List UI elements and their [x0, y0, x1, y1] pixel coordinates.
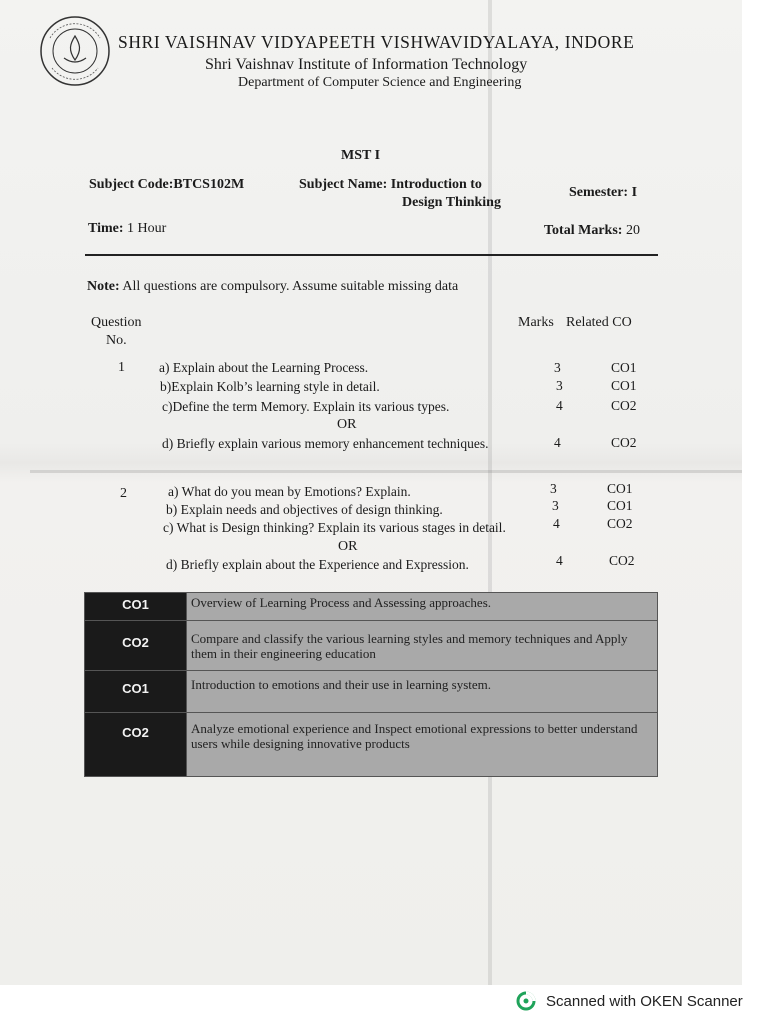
- co-code: CO1: [85, 593, 187, 621]
- subject-name-value-2: Design Thinking: [402, 195, 501, 210]
- time-label: Time:: [88, 221, 124, 236]
- question-co: CO1: [611, 378, 637, 393]
- question-part: d) Briefly explain about the Experience and Expression.: [166, 557, 469, 572]
- co-code: CO2: [85, 713, 187, 777]
- column-question-no: Question: [91, 315, 142, 330]
- question-part: c)Define the term Memory. Explain its various types.: [162, 399, 450, 414]
- question-part: c) What is Design thinking? Explain its various stages in detail.: [163, 520, 506, 535]
- question-co: CO2: [609, 553, 635, 568]
- institute-name: Shri Vaishnav Institute of Information Technology: [205, 56, 528, 73]
- co-description: Introduction to emotions and their use in learning system.: [187, 671, 658, 713]
- table-row: [85, 593, 658, 621]
- time: [88, 221, 166, 237]
- question-part: a) What do you mean by Emotions? Explain.: [168, 484, 411, 499]
- co-description: Analyze emotional experience and Inspect emotional expressions to better understand users while designing innovative products: [187, 713, 658, 777]
- course-outcomes-table: [84, 592, 658, 777]
- semester-label: Semester:: [569, 185, 629, 200]
- question-co: CO1: [607, 498, 633, 513]
- question-marks: 4: [556, 398, 563, 413]
- oken-scanner-logo-icon: [516, 991, 536, 1011]
- column-related-co: Related CO: [566, 315, 632, 330]
- table-row: [85, 621, 658, 671]
- paper-fold-horizontal: [30, 470, 742, 473]
- department-name: Department of Computer Science and Engineering: [238, 75, 522, 90]
- column-marks: Marks: [518, 315, 554, 330]
- subject-code-label: Subject Code:: [89, 177, 174, 192]
- time-value: 1 Hour: [127, 221, 167, 236]
- semester-value: I: [631, 185, 638, 200]
- subject-code: [89, 177, 244, 193]
- column-question-no-2: No.: [106, 333, 127, 348]
- university-seal-icon: [38, 14, 112, 88]
- question-co: CO2: [611, 435, 637, 450]
- or-separator: OR: [337, 417, 357, 432]
- question-part: a) Explain about the Learning Process.: [159, 360, 369, 375]
- semester: [569, 185, 637, 201]
- subject-name-line1: [299, 177, 482, 193]
- co-code: CO2: [85, 621, 187, 671]
- paper-fold-vertical: [488, 0, 492, 985]
- question-marks: 4: [553, 516, 560, 531]
- question-number: 1: [118, 360, 125, 375]
- question-marks: 3: [556, 378, 563, 393]
- co-description: Compare and classify the various learning styles and memory techniques and Apply them in their engineering education: [187, 621, 658, 671]
- question-marks: 3: [550, 481, 557, 496]
- note: [87, 279, 458, 295]
- subject-code-value: BTCS102M: [173, 177, 245, 192]
- subject-name-value-1: Introduction to: [390, 177, 482, 192]
- scanner-watermark: [516, 990, 743, 1012]
- university-name: SHRI VAISHNAV VIDYAPEETH VISHWAVIDYALAYA, INDORE: [118, 32, 635, 52]
- co-description: Overview of Learning Process and Assessing approaches.: [187, 593, 658, 621]
- total-marks-label: Total Marks:: [544, 223, 623, 238]
- subject-name-label: Subject Name:: [299, 177, 388, 192]
- header-divider: [85, 254, 658, 256]
- exam-title: MST I: [341, 148, 381, 163]
- question-co: CO2: [607, 516, 633, 531]
- question-marks: 3: [554, 360, 561, 375]
- question-co: CO2: [611, 398, 637, 413]
- note-text: All questions are compulsory. Assume suitable missing data: [122, 279, 459, 294]
- co-code: CO1: [85, 671, 187, 713]
- total-marks: [544, 223, 640, 239]
- table-row: [85, 713, 658, 777]
- total-marks-value: 20: [625, 223, 640, 238]
- question-co: CO1: [607, 481, 633, 496]
- note-label: Note:: [87, 279, 120, 294]
- question-marks: 4: [554, 435, 561, 450]
- table-row: [85, 671, 658, 713]
- question-part: b)Explain Kolb’s learning style in detail.: [160, 379, 380, 394]
- question-part: b) Explain needs and objectives of design thinking.: [166, 502, 443, 517]
- question-part: d) Briefly explain various memory enhancement techniques.: [162, 436, 489, 451]
- question-marks: 4: [556, 553, 563, 568]
- question-number: 2: [120, 486, 127, 501]
- or-separator: OR: [338, 539, 358, 554]
- question-co: CO1: [611, 360, 637, 375]
- question-marks: 3: [552, 498, 559, 513]
- scanner-text: Scanned with OKEN Scanner: [546, 992, 743, 1010]
